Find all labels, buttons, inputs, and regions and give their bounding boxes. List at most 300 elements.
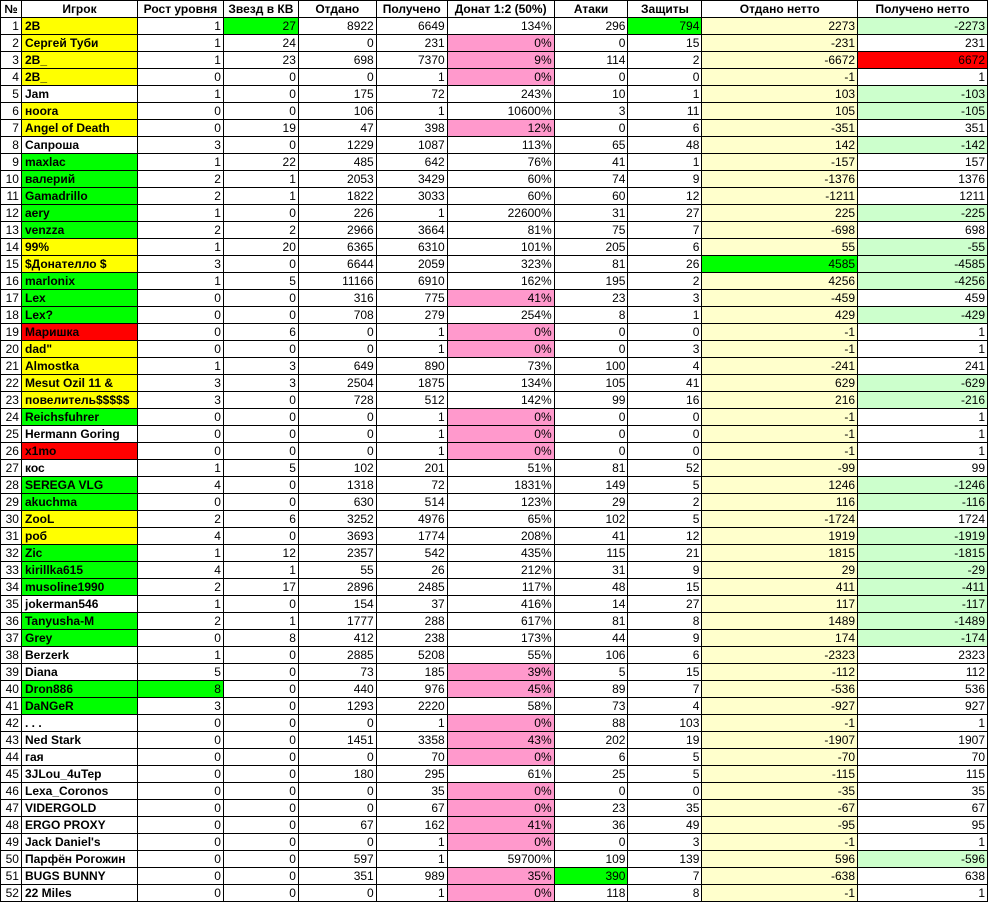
donation-ratio-cell: 58% <box>447 698 554 715</box>
given-cell: 440 <box>298 681 376 698</box>
given-cell: 1822 <box>298 188 376 205</box>
level-growth-cell: 1 <box>137 205 223 222</box>
defenses-cell: 4 <box>628 698 702 715</box>
net-given-cell: -99 <box>702 460 858 477</box>
net-given-cell: 142 <box>702 137 858 154</box>
player-name-cell: Hermann Goring <box>21 426 137 443</box>
level-growth-cell: 0 <box>137 868 223 885</box>
war-stars-cell: 0 <box>223 528 298 545</box>
level-growth-cell: 1 <box>137 273 223 290</box>
level-growth-cell: 4 <box>137 528 223 545</box>
donation-ratio-cell: 0% <box>447 324 554 341</box>
attacks-cell: 105 <box>554 375 628 392</box>
net-received-cell: 698 <box>858 222 988 239</box>
player-name-cell: ERGO PROXY <box>21 817 137 834</box>
donation-ratio-cell: 43% <box>447 732 554 749</box>
donation-ratio-cell: 41% <box>447 290 554 307</box>
defenses-cell: 139 <box>628 851 702 868</box>
level-growth-cell: 1 <box>137 647 223 664</box>
net-received-cell: 115 <box>858 766 988 783</box>
row-number-cell: 21 <box>1 358 22 375</box>
donation-ratio-cell: 134% <box>447 18 554 35</box>
war-stars-cell: 5 <box>223 460 298 477</box>
player-name-cell: venzza <box>21 222 137 239</box>
table-row <box>1 817 988 834</box>
player-name-cell: Tanyusha-M <box>21 613 137 630</box>
player-name-cell: Gamadrillo <box>21 188 137 205</box>
level-growth-cell: 0 <box>137 290 223 307</box>
row-number-cell: 37 <box>1 630 22 647</box>
received-cell: 1 <box>376 834 447 851</box>
col-received-header: Получено <box>376 1 447 18</box>
received-cell: 279 <box>376 307 447 324</box>
defenses-cell: 0 <box>628 443 702 460</box>
net-given-cell: -6672 <box>702 52 858 69</box>
net-received-cell: 1376 <box>858 171 988 188</box>
donation-ratio-cell: 0% <box>447 69 554 86</box>
level-growth-cell: 0 <box>137 324 223 341</box>
attacks-cell: 118 <box>554 885 628 902</box>
player-name-cell: Grey <box>21 630 137 647</box>
net-received-cell: -629 <box>858 375 988 392</box>
net-given-cell: -1 <box>702 426 858 443</box>
level-growth-cell: 0 <box>137 494 223 511</box>
net-given-cell: -1 <box>702 69 858 86</box>
received-cell: 1 <box>376 69 447 86</box>
table-row <box>1 86 988 103</box>
attacks-cell: 81 <box>554 460 628 477</box>
row-number-cell: 18 <box>1 307 22 324</box>
player-name-cell: $Донателло $ <box>21 256 137 273</box>
player-name-cell: Dron886 <box>21 681 137 698</box>
received-cell: 185 <box>376 664 447 681</box>
table-row <box>1 137 988 154</box>
table-row <box>1 851 988 868</box>
row-number-cell: 3 <box>1 52 22 69</box>
level-growth-cell: 2 <box>137 188 223 205</box>
attacks-cell: 29 <box>554 494 628 511</box>
row-number-cell: 33 <box>1 562 22 579</box>
net-received-cell: 927 <box>858 698 988 715</box>
war-stars-cell: 0 <box>223 392 298 409</box>
war-stars-cell: 0 <box>223 868 298 885</box>
received-cell: 1 <box>376 885 447 902</box>
attacks-cell: 114 <box>554 52 628 69</box>
received-cell: 288 <box>376 613 447 630</box>
player-name-cell: роб <box>21 528 137 545</box>
attacks-cell: 48 <box>554 579 628 596</box>
table-row <box>1 868 988 885</box>
level-growth-cell: 1 <box>137 86 223 103</box>
received-cell: 3358 <box>376 732 447 749</box>
net-given-cell: 55 <box>702 239 858 256</box>
donation-ratio-cell: 212% <box>447 562 554 579</box>
table-row <box>1 528 988 545</box>
table-row <box>1 443 988 460</box>
war-stars-cell: 17 <box>223 579 298 596</box>
table-row <box>1 120 988 137</box>
donation-ratio-cell: 51% <box>447 460 554 477</box>
war-stars-cell: 1 <box>223 171 298 188</box>
attacks-cell: 3 <box>554 103 628 120</box>
attacks-cell: 106 <box>554 647 628 664</box>
donation-ratio-cell: 113% <box>447 137 554 154</box>
received-cell: 26 <box>376 562 447 579</box>
net-received-cell: -596 <box>858 851 988 868</box>
player-name-cell: VIDERGOLD <box>21 800 137 817</box>
defenses-cell: 1 <box>628 86 702 103</box>
war-stars-cell: 23 <box>223 52 298 69</box>
player-name-cell: Angel of Death <box>21 120 137 137</box>
war-stars-cell: 0 <box>223 443 298 460</box>
war-stars-cell: 24 <box>223 35 298 52</box>
received-cell: 5208 <box>376 647 447 664</box>
given-cell: 485 <box>298 154 376 171</box>
defenses-cell: 0 <box>628 426 702 443</box>
player-name-cell: Сапроша <box>21 137 137 154</box>
war-stars-cell: 3 <box>223 358 298 375</box>
received-cell: 162 <box>376 817 447 834</box>
defenses-cell: 4 <box>628 358 702 375</box>
table-row <box>1 307 988 324</box>
defenses-cell: 0 <box>628 69 702 86</box>
player-name-cell: Reichsfuhrer <box>21 409 137 426</box>
row-number-cell: 6 <box>1 103 22 120</box>
row-number-cell: 8 <box>1 137 22 154</box>
donation-ratio-cell: 61% <box>447 766 554 783</box>
level-growth-cell: 0 <box>137 715 223 732</box>
col-net-received-header: Получено нетто <box>858 1 988 18</box>
net-received-cell: 638 <box>858 868 988 885</box>
defenses-cell: 8 <box>628 613 702 630</box>
net-given-cell: -2323 <box>702 647 858 664</box>
received-cell: 6649 <box>376 18 447 35</box>
given-cell: 0 <box>298 800 376 817</box>
received-cell: 70 <box>376 749 447 766</box>
received-cell: 4976 <box>376 511 447 528</box>
net-given-cell: -231 <box>702 35 858 52</box>
attacks-cell: 0 <box>554 341 628 358</box>
level-growth-cell: 1 <box>137 460 223 477</box>
net-received-cell: 1211 <box>858 188 988 205</box>
defenses-cell: 6 <box>628 120 702 137</box>
level-growth-cell: 1 <box>137 596 223 613</box>
attacks-cell: 81 <box>554 613 628 630</box>
war-stars-cell: 27 <box>223 18 298 35</box>
table-row <box>1 154 988 171</box>
donation-ratio-cell: 39% <box>447 664 554 681</box>
table-row <box>1 579 988 596</box>
player-name-cell: Berzerk <box>21 647 137 664</box>
net-given-cell: -67 <box>702 800 858 817</box>
donation-ratio-cell: 0% <box>447 341 554 358</box>
defenses-cell: 26 <box>628 256 702 273</box>
donation-ratio-cell: 323% <box>447 256 554 273</box>
donation-ratio-cell: 162% <box>447 273 554 290</box>
attacks-cell: 6 <box>554 749 628 766</box>
given-cell: 0 <box>298 783 376 800</box>
given-cell: 0 <box>298 715 376 732</box>
row-number-cell: 34 <box>1 579 22 596</box>
net-received-cell: 99 <box>858 460 988 477</box>
war-stars-cell: 6 <box>223 324 298 341</box>
received-cell: 35 <box>376 783 447 800</box>
level-growth-cell: 0 <box>137 443 223 460</box>
received-cell: 1 <box>376 715 447 732</box>
net-given-cell: 2273 <box>702 18 858 35</box>
given-cell: 2504 <box>298 375 376 392</box>
defenses-cell: 7 <box>628 681 702 698</box>
net-given-cell: 117 <box>702 596 858 613</box>
level-growth-cell: 1 <box>137 35 223 52</box>
net-received-cell: 35 <box>858 783 988 800</box>
defenses-cell: 2 <box>628 494 702 511</box>
net-given-cell: 1246 <box>702 477 858 494</box>
col-donation-ratio-header: Донат 1:2 (50%) <box>447 1 554 18</box>
table-row <box>1 324 988 341</box>
attacks-cell: 65 <box>554 137 628 154</box>
received-cell: 398 <box>376 120 447 137</box>
defenses-cell: 2 <box>628 52 702 69</box>
donation-ratio-cell: 81% <box>447 222 554 239</box>
war-stars-cell: 0 <box>223 256 298 273</box>
net-received-cell: 1 <box>858 443 988 460</box>
received-cell: 890 <box>376 358 447 375</box>
defenses-cell: 8 <box>628 885 702 902</box>
received-cell: 2485 <box>376 579 447 596</box>
defenses-cell: 0 <box>628 409 702 426</box>
received-cell: 238 <box>376 630 447 647</box>
table-row <box>1 562 988 579</box>
net-given-cell: 116 <box>702 494 858 511</box>
table-row <box>1 834 988 851</box>
row-number-cell: 48 <box>1 817 22 834</box>
received-cell: 3664 <box>376 222 447 239</box>
table-row <box>1 885 988 902</box>
table-row <box>1 35 988 52</box>
level-growth-cell: 2 <box>137 171 223 188</box>
given-cell: 0 <box>298 324 376 341</box>
attacks-cell: 60 <box>554 188 628 205</box>
attacks-cell: 99 <box>554 392 628 409</box>
level-growth-cell: 0 <box>137 817 223 834</box>
player-name-cell: 22 Miles <box>21 885 137 902</box>
given-cell: 2053 <box>298 171 376 188</box>
received-cell: 6910 <box>376 273 447 290</box>
level-growth-cell: 0 <box>137 783 223 800</box>
player-name-cell: DaNGeR <box>21 698 137 715</box>
row-number-cell: 27 <box>1 460 22 477</box>
player-name-cell: Lex <box>21 290 137 307</box>
row-number-cell: 10 <box>1 171 22 188</box>
table-row <box>1 205 988 222</box>
donation-ratio-cell: 0% <box>447 409 554 426</box>
donation-ratio-cell: 101% <box>447 239 554 256</box>
player-name-cell: Almostka <box>21 358 137 375</box>
net-received-cell: -174 <box>858 630 988 647</box>
war-stars-cell: 0 <box>223 103 298 120</box>
given-cell: 316 <box>298 290 376 307</box>
given-cell: 0 <box>298 35 376 52</box>
attacks-cell: 195 <box>554 273 628 290</box>
table-row <box>1 681 988 698</box>
player-name-cell: jokerman546 <box>21 596 137 613</box>
net-received-cell: -4256 <box>858 273 988 290</box>
war-stars-cell: 0 <box>223 477 298 494</box>
received-cell: 1774 <box>376 528 447 545</box>
given-cell: 2885 <box>298 647 376 664</box>
war-stars-cell: 0 <box>223 290 298 307</box>
level-growth-cell: 2 <box>137 222 223 239</box>
attacks-cell: 14 <box>554 596 628 613</box>
attacks-cell: 109 <box>554 851 628 868</box>
net-given-cell: -1211 <box>702 188 858 205</box>
war-stars-cell: 22 <box>223 154 298 171</box>
net-given-cell: 629 <box>702 375 858 392</box>
table-row <box>1 613 988 630</box>
received-cell: 72 <box>376 477 447 494</box>
net-received-cell: -1246 <box>858 477 988 494</box>
donation-ratio-cell: 142% <box>447 392 554 409</box>
donation-ratio-cell: 435% <box>447 545 554 562</box>
net-given-cell: -1376 <box>702 171 858 188</box>
net-given-cell: 225 <box>702 205 858 222</box>
net-given-cell: -638 <box>702 868 858 885</box>
net-given-cell: 103 <box>702 86 858 103</box>
attacks-cell: 0 <box>554 409 628 426</box>
net-received-cell: -1815 <box>858 545 988 562</box>
net-received-cell: 70 <box>858 749 988 766</box>
defenses-cell: 41 <box>628 375 702 392</box>
war-stars-cell: 0 <box>223 851 298 868</box>
net-given-cell: -1 <box>702 834 858 851</box>
net-given-cell: 29 <box>702 562 858 579</box>
net-given-cell: -1724 <box>702 511 858 528</box>
defenses-cell: 5 <box>628 749 702 766</box>
received-cell: 1875 <box>376 375 447 392</box>
row-number-cell: 19 <box>1 324 22 341</box>
net-received-cell: -105 <box>858 103 988 120</box>
war-stars-cell: 1 <box>223 562 298 579</box>
net-received-cell: 1 <box>858 341 988 358</box>
war-stars-cell: 0 <box>223 681 298 698</box>
given-cell: 8922 <box>298 18 376 35</box>
defenses-cell: 5 <box>628 766 702 783</box>
level-growth-cell: 0 <box>137 749 223 766</box>
table-row <box>1 460 988 477</box>
received-cell: 514 <box>376 494 447 511</box>
col-defenses-header: Защиты <box>628 1 702 18</box>
war-stars-cell: 1 <box>223 188 298 205</box>
defenses-cell: 3 <box>628 834 702 851</box>
row-number-cell: 9 <box>1 154 22 171</box>
given-cell: 649 <box>298 358 376 375</box>
defenses-cell: 103 <box>628 715 702 732</box>
table-row <box>1 596 988 613</box>
level-growth-cell: 0 <box>137 426 223 443</box>
level-growth-cell: 0 <box>137 69 223 86</box>
given-cell: 3693 <box>298 528 376 545</box>
table-row <box>1 239 988 256</box>
war-stars-cell: 0 <box>223 800 298 817</box>
row-number-cell: 20 <box>1 341 22 358</box>
table-row <box>1 477 988 494</box>
donation-ratio-cell: 134% <box>447 375 554 392</box>
row-number-cell: 14 <box>1 239 22 256</box>
donation-ratio-cell: 416% <box>447 596 554 613</box>
war-stars-cell: 5 <box>223 273 298 290</box>
level-growth-cell: 2 <box>137 613 223 630</box>
attacks-cell: 25 <box>554 766 628 783</box>
war-stars-cell: 0 <box>223 766 298 783</box>
given-cell: 106 <box>298 103 376 120</box>
given-cell: 2896 <box>298 579 376 596</box>
row-number-cell: 38 <box>1 647 22 664</box>
given-cell: 630 <box>298 494 376 511</box>
attacks-cell: 0 <box>554 324 628 341</box>
net-given-cell: -35 <box>702 783 858 800</box>
table-row <box>1 256 988 273</box>
net-given-cell: -536 <box>702 681 858 698</box>
defenses-cell: 6 <box>628 239 702 256</box>
received-cell: 3033 <box>376 188 447 205</box>
table-row <box>1 52 988 69</box>
war-stars-cell: 0 <box>223 834 298 851</box>
given-cell: 175 <box>298 86 376 103</box>
attacks-cell: 149 <box>554 477 628 494</box>
row-number-cell: 52 <box>1 885 22 902</box>
table-row <box>1 188 988 205</box>
defenses-cell: 5 <box>628 477 702 494</box>
donation-ratio-cell: 208% <box>447 528 554 545</box>
defenses-cell: 3 <box>628 341 702 358</box>
net-received-cell: -4585 <box>858 256 988 273</box>
given-cell: 6644 <box>298 256 376 273</box>
row-number-cell: 5 <box>1 86 22 103</box>
player-name-cell: aery <box>21 205 137 222</box>
given-cell: 1777 <box>298 613 376 630</box>
donation-ratio-cell: 12% <box>447 120 554 137</box>
col-level-growth-header: Рост уровня <box>137 1 223 18</box>
given-cell: 1229 <box>298 137 376 154</box>
level-growth-cell: 0 <box>137 732 223 749</box>
donation-ratio-cell: 10600% <box>447 103 554 120</box>
player-name-cell: повелитель$$$$$ <box>21 392 137 409</box>
donation-ratio-cell: 0% <box>447 443 554 460</box>
net-given-cell: 1489 <box>702 613 858 630</box>
level-growth-cell: 0 <box>137 103 223 120</box>
net-given-cell: -1 <box>702 341 858 358</box>
player-name-cell: Diana <box>21 664 137 681</box>
row-number-cell: 30 <box>1 511 22 528</box>
war-stars-cell: 0 <box>223 341 298 358</box>
row-number-cell: 26 <box>1 443 22 460</box>
attacks-cell: 5 <box>554 664 628 681</box>
attacks-cell: 75 <box>554 222 628 239</box>
row-number-cell: 51 <box>1 868 22 885</box>
net-received-cell: 1 <box>858 69 988 86</box>
table-header <box>1 1 988 18</box>
table-row <box>1 749 988 766</box>
attacks-cell: 31 <box>554 562 628 579</box>
given-cell: 0 <box>298 409 376 426</box>
war-stars-cell: 3 <box>223 375 298 392</box>
level-growth-cell: 0 <box>137 409 223 426</box>
row-number-cell: 2 <box>1 35 22 52</box>
received-cell: 1 <box>376 324 447 341</box>
defenses-cell: 11 <box>628 103 702 120</box>
net-received-cell: 1 <box>858 426 988 443</box>
